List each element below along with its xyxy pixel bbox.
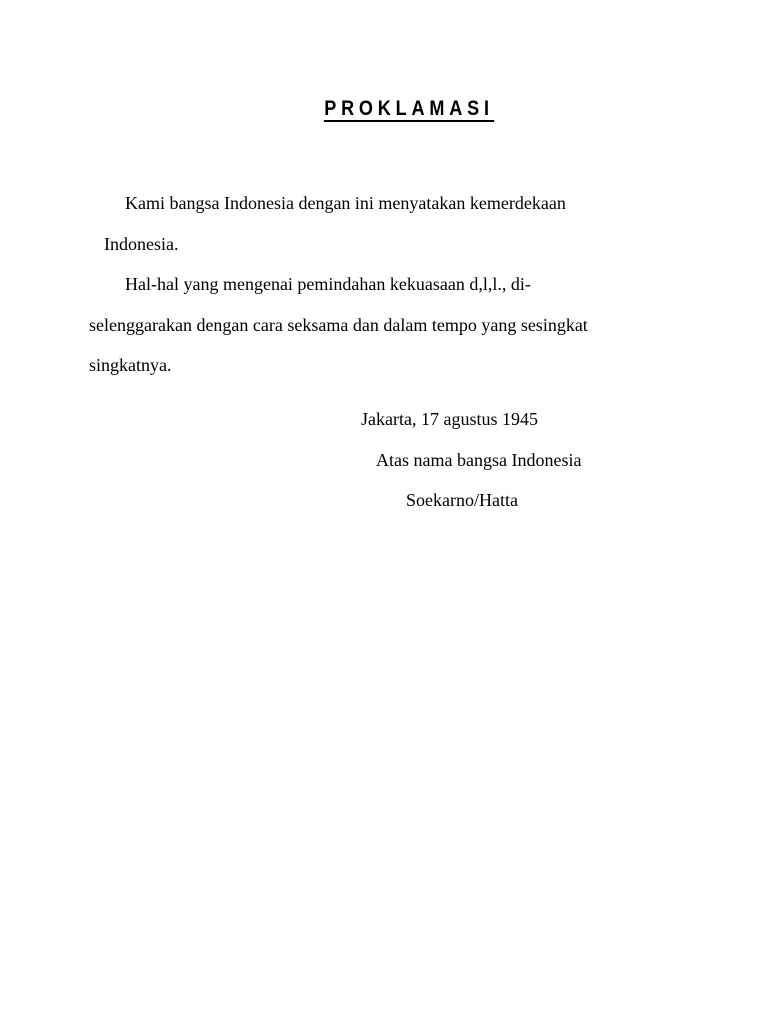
paragraph-1-line-1: Kami bangsa Indonesia dengan ini menyatakan kemerdekaan — [125, 193, 566, 213]
signature-signatories: Soekarno/Hatta — [406, 490, 518, 510]
signature-on-behalf: Atas nama bangsa Indonesia — [376, 450, 582, 470]
paragraph-2-line-1: Hal-hal yang mengenai pemindahan kekuasaan d,l,l., di- — [125, 274, 531, 294]
paragraph-2-line-2: selenggarakan dengan cara seksama dan dalam tempo yang sesingkat — [89, 315, 588, 335]
document-title — [57, 93, 760, 125]
paragraph-2-line-3: singkatnya. — [89, 355, 172, 375]
signature-place-date: Jakarta, 17 agustus 1945 — [361, 409, 538, 429]
paragraph-1-line-2: Indonesia. — [104, 234, 179, 254]
document-title-text: PROKLAMASI — [324, 97, 494, 120]
